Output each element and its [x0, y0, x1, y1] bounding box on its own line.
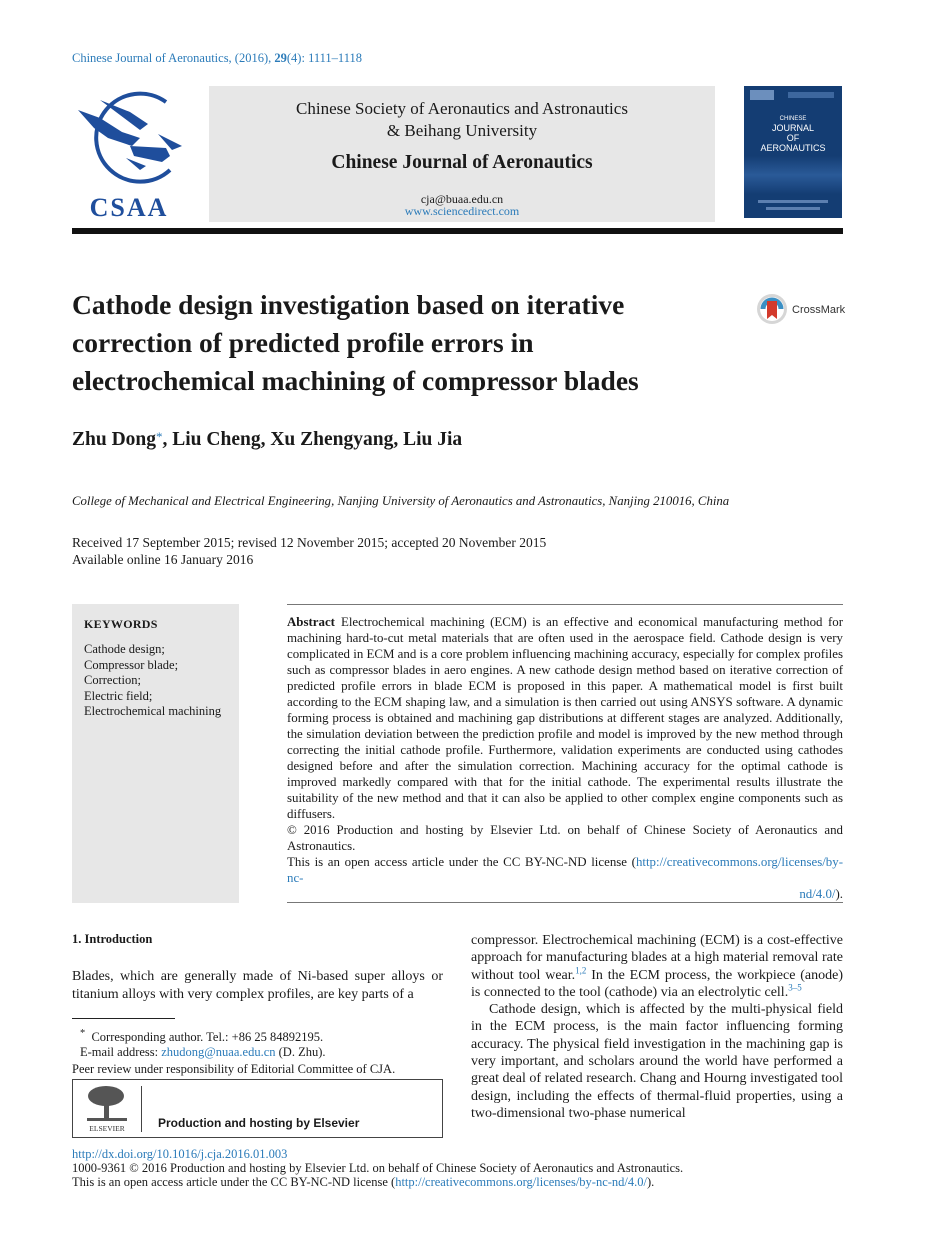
elsevier-hosting-box	[72, 1079, 443, 1138]
journal-website-link[interactable]: www.sciencedirect.com	[404, 204, 520, 218]
intro-paragraph-1	[471, 932, 843, 1001]
received-dates: Received 17 September 2015; revised 12 November 2015; accepted 20 November 2015	[72, 535, 547, 550]
keywords-box	[72, 604, 239, 903]
keyword-item: Correction;	[84, 673, 141, 687]
abstract	[287, 614, 843, 902]
license-link-end[interactable]: nd/4.0/	[799, 887, 836, 901]
csaa-logo	[70, 88, 188, 222]
issn-line: 1000-9361 © 2016 Production and hosting by Elsevier Ltd. on behalf of Chinese Society of Aeronautics and Astronautics.	[72, 1161, 684, 1175]
csaa-logo-text: CSAA	[89, 193, 169, 222]
cover-issue-strip	[788, 92, 834, 98]
keyword-item: Electrochemical machining	[84, 704, 222, 718]
abstract-license	[287, 854, 843, 886]
title-line-1: Cathode design investigation based on iterative	[72, 289, 625, 320]
abstract-body	[287, 614, 843, 822]
email-label: E-mail address:	[80, 1045, 162, 1059]
keywords-list	[84, 642, 221, 720]
citation-journal: Chinese Journal of Aeronautics, (2016),	[72, 51, 275, 65]
abstract-label: Abstract	[287, 615, 335, 629]
abstract-rule-bottom	[287, 902, 843, 903]
elsevier-divider	[141, 1086, 142, 1132]
open-access-line	[72, 1175, 654, 1190]
university-name: & Beihang University	[386, 121, 538, 140]
journal-name: Chinese Journal of Aeronautics	[331, 152, 593, 173]
crossmark-icon	[756, 292, 788, 326]
reference-link[interactable]: 1,2	[575, 964, 587, 975]
intro-p1-text-a: compressor. Electrochemical machining (ECM) is a cost-effective approach for manufacturing blades at a high material removal rate without tool wear.	[471, 933, 843, 983]
journal-email[interactable]: cja@buaa.edu.cn	[420, 192, 504, 206]
article-title	[72, 286, 732, 400]
footnote-rule	[72, 1018, 175, 1019]
oa-text: This is an open access article under the CC BY-NC-ND license (	[72, 1175, 396, 1189]
abstract-rule-top	[287, 604, 843, 605]
journal-cover-image	[744, 86, 842, 218]
author-list	[72, 429, 462, 451]
abstract-copyright: © 2016 Production and hosting by Elsevier Ltd. on behalf of Chinese Society of Aeronautics and Astronautics.	[287, 823, 843, 853]
header-rule	[72, 228, 843, 234]
keyword-item: Cathode design;	[84, 642, 165, 656]
crossmark-button[interactable]	[756, 292, 851, 328]
license-link[interactable]: http://creativecommons.org/licenses/by-nc-	[287, 855, 843, 885]
author-rest: , Liu Cheng, Xu Zhengyang, Liu Jia	[162, 429, 463, 450]
keywords-title: KEYWORDS	[84, 617, 158, 631]
society-name: Chinese Society of Aeronautics and Astronautics	[296, 99, 628, 118]
corresponding-text: Corresponding author. Tel.: +86 25 84892195.	[91, 1030, 324, 1045]
cover-footer-line	[758, 200, 828, 203]
license-text: This is an open access article under the CC BY-NC-ND license (	[287, 855, 636, 869]
doi-link[interactable]: http://dx.doi.org/10.1016/j.cja.2016.01.003	[72, 1147, 288, 1161]
title-line-2: correction of predicted profile errors in	[72, 327, 534, 358]
title-line-3: electrochemical machining of compressor blades	[72, 365, 639, 396]
section-heading-introduction: 1. Introduction	[72, 932, 153, 946]
author-first: Zhu Dong	[72, 429, 156, 450]
cover-line-4: AERONAUTICS	[760, 143, 826, 153]
keyword-item: Electric field;	[84, 688, 153, 703]
intro-left-column: Blades, which are generally made of Ni-based super alloys or titanium alloys with very complex profiles, are key parts of a	[72, 969, 443, 1002]
crossmark-label: CrossMark	[792, 304, 846, 316]
author-email-link[interactable]: zhudong@nuaa.edu.cn	[161, 1045, 276, 1059]
footnote-email	[80, 1045, 326, 1060]
footnote-peer-review: Peer review under responsibility of Editorial Committee of CJA.	[72, 1062, 396, 1076]
reference-link[interactable]: 3–5	[788, 982, 802, 993]
journal-header-box	[209, 86, 715, 222]
oa-close: ).	[646, 1175, 655, 1189]
keyword-item: Compressor blade;	[84, 657, 179, 672]
journal-citation[interactable]	[72, 51, 362, 66]
abstract-text: Electrochemical machining (ECM) is an effective and economical manufacturing method for machining hard-to-cut metal materials that are often used in the aerospace field. Cathode design is very complicated in ECM and is a core problem influencing machining accuracy, especially for complex profiles such as compressor blades in aero engines. A new cathode design method based on iterative correction of predicted profile errors in blade ECM is proposed in this paper. A mathematical model is first built according to the ECM shaping law, and a simulation is then carried out using ANSYS software. A dynamic forming process is obtained and machining gap distributions at different stages are analyzed. Additionally, the simulation deviation between the prediction profile and model is improved by the new method through correcting the initial cathode profile. Furthermore, validation experiments are conducted using cathodes designed before and after the simulation correction. Machining accuracy for the optimal cathode is improved markedly compared with that for the initial cathode. The experimental results illustrate the suitability of the new method and that it can also be applied to other complex engine components such as diffusers.	[287, 615, 843, 821]
email-suffix: (D. Zhu).	[275, 1045, 326, 1059]
citation-pages: (4): 1111–1118	[286, 51, 362, 65]
elsevier-logo-text: ELSEVIER	[89, 1124, 125, 1133]
footnote-mark: *	[80, 1028, 86, 1039]
cover-line-3: OF	[786, 133, 800, 143]
intro-right-column	[471, 932, 843, 1122]
license-close: ).	[835, 887, 843, 901]
footnote-corresponding	[80, 1028, 323, 1045]
affiliation: College of Mechanical and Electrical Engineering, Nanjing University of Aeronautics and Astronautics, Nanjing 210016, China	[72, 494, 730, 508]
cover-footer-line-2	[766, 207, 820, 210]
citation-volume: 29	[274, 51, 287, 65]
cover-art	[744, 156, 842, 194]
cover-publisher-mark	[750, 90, 774, 100]
cover-line-2: JOURNAL	[771, 123, 814, 133]
corresponding-author-mark[interactable]: *	[156, 429, 163, 444]
oa-license-link[interactable]: http://creativecommons.org/licenses/by-nc-nd/4.0/	[395, 1175, 647, 1189]
available-online-date: Available online 16 January 2016	[72, 552, 254, 567]
cover-line-1: CHINESE	[779, 116, 807, 122]
elsevier-hosting-text: Production and hosting by Elsevier	[158, 1116, 360, 1130]
intro-paragraph-2: Cathode design, which is affected by the multi-physical field in the ECM process, is the main factor influencing forming accuracy. The physical field investigation in the machining gap is very important, and scholars around the world have performed a great deal of related research. Chang and Hourng investigated tool design, including the effects of thermal-fluid properties, using a two-dimensional two-phase numerical	[471, 1002, 843, 1121]
intro-p1-text-b: In the ECM process, the workpiece (anode) is connected to the tool (cathode) via an electrolytic cell.	[471, 967, 843, 1000]
elsevier-logo	[79, 1084, 135, 1134]
abstract-license-end	[287, 886, 843, 902]
